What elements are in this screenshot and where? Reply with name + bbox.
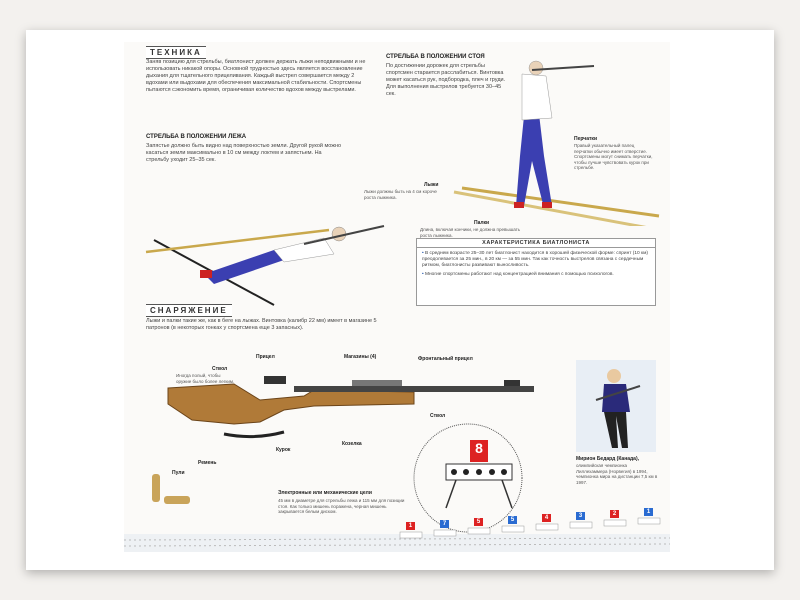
prone-boot	[200, 270, 212, 278]
athlete-profile-box	[416, 238, 656, 306]
prone-torso	[274, 238, 334, 262]
lane-target-board	[400, 532, 422, 538]
label-bullets: Пули	[172, 470, 185, 476]
bullet-dot-icon: •	[422, 251, 426, 256]
caption-text: олимпийская чемпионка Лиллехаммера (Норвегия) в 1994, чемпионка мира на дистанции 7,5 км в 1997.	[576, 463, 658, 485]
skis-text: Лыжи должны быть на 4 см короче роста лыжника.	[364, 189, 437, 200]
poles-text: Длина, включая кончики, не должна превышать роста лыжника.	[420, 227, 520, 238]
caption-name: Мирион Бедард (Канада),	[576, 456, 640, 462]
lane-target-board	[570, 522, 592, 528]
gloves-label: Перчатки	[574, 136, 598, 142]
lane-target-board	[604, 520, 626, 526]
big-target-number: 8	[475, 440, 483, 456]
profile-point	[422, 272, 650, 278]
rifle-strap	[224, 432, 284, 437]
profile-point-text: В среднем возрасте 25–30 лет биатлонист находится в хорошей физической форме: спринт (10 км) преодолевается за 25 мин., в 20 км — за 55 мин. Так как точность выстрелов связана с сердечным ритмом, биатлонисты развивают выносливость.	[422, 251, 649, 268]
shooting-range	[124, 512, 670, 552]
skier-legs	[516, 114, 552, 208]
lane-number-plate: 5	[474, 518, 483, 526]
label-strap: Ремень	[198, 460, 217, 466]
bullet-dot-icon: •	[422, 272, 426, 277]
skier-boot	[514, 202, 524, 208]
lane-target-board	[638, 518, 660, 524]
standing-title: СТРЕЛЬБА В ПОЛОЖЕНИИ СТОЯ	[386, 54, 485, 60]
lane-target-board	[502, 526, 524, 532]
label-barrel-note: Иногда полый, чтобы оружие было более легким.	[176, 373, 235, 384]
lane-target-board	[468, 528, 490, 534]
standing-shooter-illustration	[444, 56, 664, 226]
targets-text: 45 мм в диаметре для стрельбы лежа и 115 мм для позиции стоя. Как только мишень поражена, черная мишень закрывается белым диском.	[278, 498, 405, 514]
book-page	[124, 42, 670, 552]
poles-label: Палки	[474, 220, 490, 226]
profile-point	[422, 251, 650, 269]
label-stock: Ствол	[430, 413, 446, 419]
lane-number-plate: 1	[644, 508, 653, 516]
prone-shooter-illustration	[144, 200, 394, 310]
label-trigger: Курок	[276, 447, 291, 453]
standing-text: По достижении дорожек для стрельбы спортсмен старается расслабиться. Винтовка может касаться рук, подбородка, плеч и груди. Для выполнения выстрелов требуется 30–45 сек.	[386, 63, 506, 97]
rifle-barrel	[294, 386, 534, 392]
bullet-icon	[152, 474, 160, 502]
athlete-body	[602, 384, 630, 412]
targets-title: Электронные или механические цели	[278, 490, 372, 496]
profile-title: ХАРАКТЕРИСТИКА БИАТЛОНИСТА	[417, 239, 655, 248]
technique-header: ТЕХНИКА	[146, 46, 206, 59]
prone-title: СТРЕЛЬБА В ПОЛОЖЕНИИ ЛЕЖА	[146, 134, 247, 140]
lane-number-plate: 7	[440, 520, 449, 528]
label-front-sight: Фронтальный прицел	[418, 356, 473, 362]
label-sight: Прицел	[256, 354, 275, 360]
skier-torso	[522, 74, 552, 120]
bullet-icon	[164, 496, 190, 504]
equipment-header: СНАРЯЖЕНИЕ	[146, 304, 232, 317]
lane-number-plate: 1	[406, 522, 415, 530]
prone-text: Запястье должно быть видно над поверхностью земли. Другой рукой можно касаться земли максимально в 10 см между локтем и запястьем. На стрельбу уходит 25–35 сек.	[146, 143, 342, 163]
lane-number-plate: 4	[542, 514, 551, 522]
technique-intro: Заняв позицию для стрельбы, биатлонист должен держать лыжи неподвижными и не использовать никакой опоры. Основной трудностью здесь является восстановление дыхания для тщательного прицеливания. Каждый выстрел совершается между 2 вдохами или выдохами для обеспечения максимальной стабильности. Спортсмены пытаются сэкономить время, ограничивая количество вдохов между выстрелами.	[146, 59, 366, 93]
lane-number-plate: 5	[508, 516, 517, 524]
profile-point-text: Многие спортсмены работают над концентрацией внимания с помощью психологов.	[425, 272, 614, 277]
athlete-head	[607, 369, 621, 383]
skier-head	[529, 61, 543, 75]
skier-boot	[542, 202, 552, 208]
lane-target-board	[434, 530, 456, 536]
rifle-sight	[264, 376, 286, 384]
gloves-text: Правый указательный палец перчатки обычно имеет отверстие. Спортсмены могут снимать перчатки, чтобы лучше чувствовать курок при стрельбе.	[574, 143, 653, 170]
label-bolt: Козелка	[342, 441, 362, 447]
lane-target-board	[536, 524, 558, 530]
rifle-front-sight	[504, 380, 520, 386]
prone-rifle	[304, 226, 384, 244]
lane-number-plate: 2	[610, 510, 619, 518]
lane-number-plate: 3	[576, 512, 585, 520]
label-magazines: Магазины (4)	[344, 354, 377, 360]
slide-card	[26, 30, 774, 570]
rifle-magazines	[352, 380, 402, 386]
prone-legs	[204, 250, 284, 284]
equipment-text: Лыжи и палки такие же, как в беге на лыжах. Винтовка (калибр 22 мм) имеет в магазине 5 патронов (в некоторых гонках у спортсмена еще 3 запасных).	[146, 318, 377, 331]
skis-label: Лыжи	[424, 182, 439, 188]
label-barrel: Ствол	[212, 366, 228, 372]
athlete-photo	[576, 360, 656, 452]
